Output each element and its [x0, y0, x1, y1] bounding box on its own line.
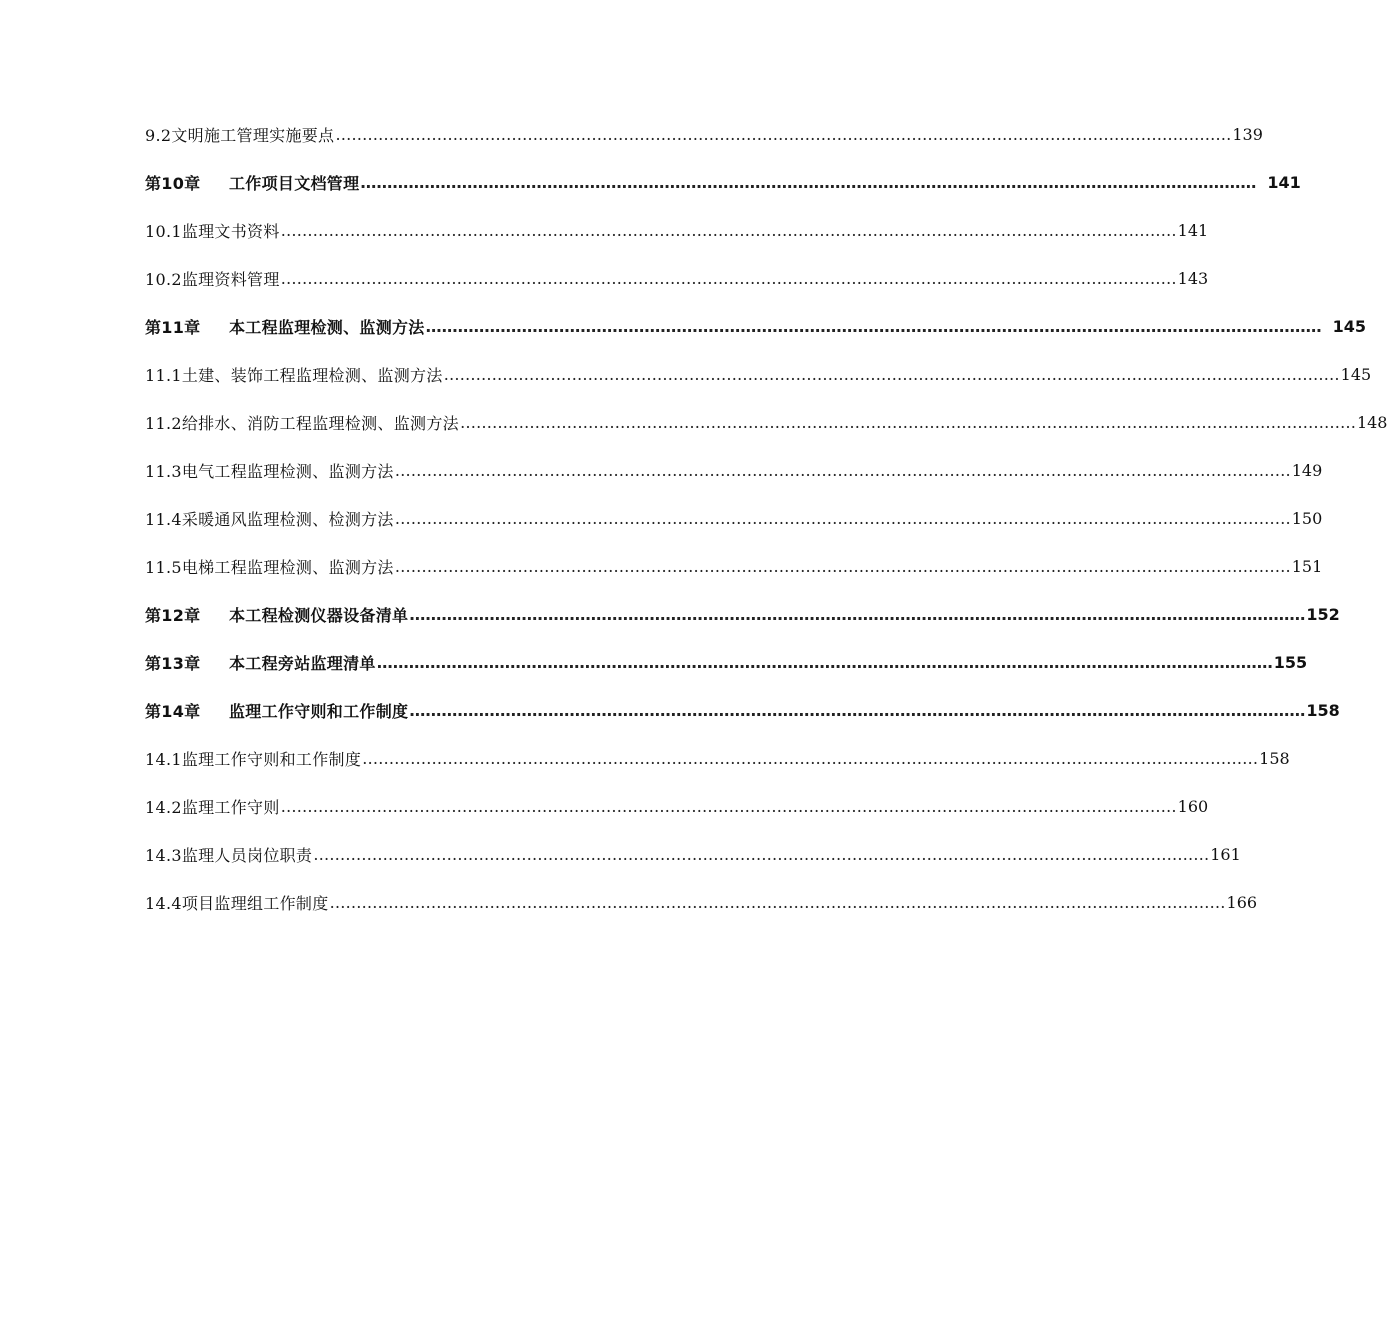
toc-entry-title — [145, 603, 408, 626]
toc-section-entry[interactable] — [145, 254, 1209, 302]
toc-section-entry[interactable] — [145, 542, 1323, 590]
toc-section-entry[interactable] — [145, 110, 1263, 158]
toc-entry-title: 11.2给排水、消防工程监理检测、监测方法 — [145, 413, 459, 433]
toc-entry-title: 14.2监理工作守则 — [145, 797, 280, 817]
toc-entry-line — [145, 734, 1290, 782]
toc-entry-title: 14.4项目监理组工作制度 — [145, 893, 329, 913]
toc-entry-line — [145, 254, 1209, 302]
toc-entry-title: 10.1监理文书资料 — [145, 221, 280, 241]
toc-chapter-entry[interactable] — [145, 158, 1301, 206]
toc-entry-line — [145, 398, 1387, 446]
toc-entry-line — [145, 158, 1301, 206]
toc-entry-title: 14.3监理人员岗位职责 — [145, 845, 313, 865]
toc-page-number: 158 — [1259, 748, 1290, 768]
toc-chapter-entry[interactable] — [145, 302, 1367, 350]
toc-page-number: 161 — [1210, 844, 1241, 864]
toc-dot-leader: …………………………………………………………………………………………………………………………………………………… — [280, 268, 1177, 288]
toc-page-number: 149 — [1291, 460, 1323, 480]
toc-entry-line — [145, 590, 1340, 638]
toc-page-number: 155 — [1273, 652, 1308, 672]
toc-page-number: 145 — [1332, 316, 1367, 336]
toc-page-number: 141 — [1177, 220, 1209, 240]
toc-dot-leader: …………………………………………………………………………………………………………………………………………………… — [280, 796, 1177, 816]
toc-page-number: 160 — [1177, 796, 1209, 816]
toc-page-number: 148 — [1356, 412, 1387, 432]
toc-chapter-number: 第11章 — [145, 317, 201, 337]
toc-entry-line — [145, 110, 1263, 158]
toc-entry-line — [145, 494, 1323, 542]
toc-chapter-title: 本工程检测仪器设备清单 — [229, 605, 409, 625]
toc-entry-title: 11.4采暖通风监理检测、检测方法 — [145, 509, 394, 529]
toc-entry-title: 10.2监理资料管理 — [145, 269, 280, 289]
toc-page-number: 158 — [1306, 700, 1340, 720]
toc-entry-title — [145, 699, 408, 722]
toc-page-number: 150 — [1291, 508, 1323, 528]
toc-dot-leader: …………………………………………………………………………………………………………………………………………………… — [329, 892, 1226, 912]
toc-dot-leader: …………………………………………………………………………………………………………………………………………………… — [394, 556, 1291, 576]
toc-dot-leader: …………………………………………………………………………………………………………………………………………………… — [360, 172, 1257, 192]
toc-page-number: 145 — [1340, 364, 1372, 384]
toc-entry-line — [145, 638, 1308, 686]
toc-entry-line — [145, 782, 1209, 830]
toc-dot-leader: …………………………………………………………………………………………………………………………………………………… — [409, 604, 1306, 624]
toc-chapter-entry[interactable] — [145, 686, 1340, 734]
toc-entry-line — [145, 830, 1241, 878]
toc-entry-line — [145, 542, 1323, 590]
toc-entry-title — [145, 651, 376, 674]
toc-dot-leader: …………………………………………………………………………………………………………………………………………………… — [425, 316, 1322, 336]
toc-section-entry[interactable] — [145, 734, 1290, 782]
toc-dot-leader: …………………………………………………………………………………………………………………………………………………… — [280, 220, 1177, 240]
toc-chapter-entry[interactable] — [145, 590, 1340, 638]
toc-chapter-entry[interactable] — [145, 638, 1308, 686]
toc-entry-title: 9.2文明施工管理实施要点 — [145, 125, 335, 145]
toc-entry-line — [145, 206, 1209, 254]
toc-entry-title — [145, 315, 425, 338]
toc-section-entry[interactable] — [145, 350, 1372, 398]
toc-page-number: 151 — [1291, 556, 1323, 576]
toc-page-number: 152 — [1306, 604, 1340, 624]
toc-entry-line — [145, 302, 1367, 350]
toc-page-number: 166 — [1226, 892, 1258, 912]
toc-chapter-number: 第12章 — [145, 605, 201, 625]
toc-dot-leader: …………………………………………………………………………………………………………………………………………………… — [313, 844, 1210, 864]
toc-chapter-title: 监理工作守则和工作制度 — [229, 701, 409, 721]
toc-entry-line — [145, 878, 1258, 926]
toc-entry-line — [145, 446, 1323, 494]
toc-chapter-title: 工作项目文档管理 — [229, 173, 360, 193]
toc-entry-title: 11.1土建、装饰工程监理检测、监测方法 — [145, 365, 443, 385]
toc-section-entry[interactable] — [145, 206, 1209, 254]
toc-dot-leader: …………………………………………………………………………………………………………………………………………………… — [409, 700, 1306, 720]
toc-chapter-title: 本工程旁站监理清单 — [229, 653, 376, 673]
toc-dot-leader: …………………………………………………………………………………………………………………………………………………… — [443, 364, 1340, 384]
toc-section-entry[interactable] — [145, 782, 1209, 830]
toc-chapter-title: 本工程监理检测、监测方法 — [229, 317, 425, 337]
toc-chapter-number: 第14章 — [145, 701, 201, 721]
toc-entry-title — [145, 171, 359, 194]
toc-section-entry[interactable] — [145, 830, 1241, 878]
toc-page-number: 139 — [1232, 124, 1263, 144]
toc-section-entry[interactable] — [145, 878, 1258, 926]
toc-dot-leader: …………………………………………………………………………………………………………………………………………………… — [459, 412, 1356, 432]
toc-section-entry[interactable] — [145, 446, 1323, 494]
toc-entry-line — [145, 686, 1340, 734]
toc-entry-title: 11.3电气工程监理检测、监测方法 — [145, 461, 394, 481]
toc-entry-title: 11.5电梯工程监理检测、监测方法 — [145, 557, 394, 577]
toc-entry-title: 14.1监理工作守则和工作制度 — [145, 749, 362, 769]
toc-dot-leader: …………………………………………………………………………………………………………………………………………………… — [376, 652, 1273, 672]
toc-chapter-number: 第13章 — [145, 653, 201, 673]
toc-page-number: 143 — [1177, 268, 1209, 288]
toc-chapter-number: 第10章 — [145, 173, 201, 193]
toc-dot-leader: …………………………………………………………………………………………………………………………………………………… — [335, 124, 1232, 144]
toc-section-entry[interactable] — [145, 398, 1387, 446]
toc-section-entry[interactable] — [145, 494, 1323, 542]
toc-dot-leader: …………………………………………………………………………………………………………………………………………………… — [362, 748, 1259, 768]
toc-page-number: 141 — [1267, 172, 1301, 192]
toc-dot-leader: …………………………………………………………………………………………………………………………………………………… — [394, 508, 1291, 528]
table-of-contents — [145, 110, 1387, 926]
toc-entry-line — [145, 350, 1372, 398]
toc-dot-leader: …………………………………………………………………………………………………………………………………………………… — [394, 460, 1291, 480]
